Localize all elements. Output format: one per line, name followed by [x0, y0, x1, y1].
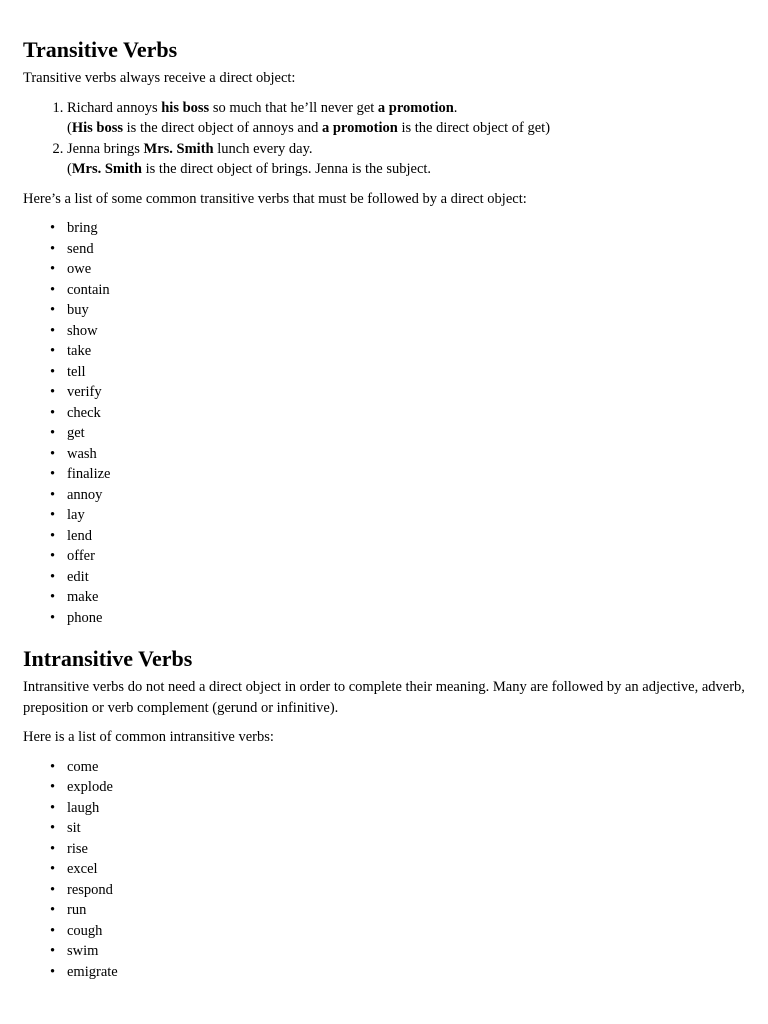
text-segment: (	[67, 161, 72, 177]
bold-object: His boss	[71, 120, 124, 136]
bullet-icon: •	[50, 240, 56, 257]
bullet-icon: •	[50, 861, 56, 877]
bullet-icon: •	[50, 425, 56, 441]
bullet-icon: •	[50, 486, 56, 503]
example-explanation	[67, 120, 550, 136]
text-segment: lunch every day.	[213, 140, 313, 157]
verb-label: lay	[67, 507, 85, 523]
verb-label: respond	[67, 881, 113, 898]
bold-object: Mrs. Smith	[71, 161, 142, 177]
verb-label: show	[67, 322, 98, 339]
list-item	[50, 962, 745, 983]
bullet-icon: •	[50, 445, 56, 462]
list-item	[50, 587, 745, 608]
list-item	[50, 567, 745, 588]
verb-label: lend	[67, 527, 92, 544]
text-segment: is the direct object of brings. Jenna is the subject.	[141, 161, 432, 177]
list-item	[50, 526, 745, 547]
list-item	[50, 485, 745, 506]
list-item	[50, 259, 745, 280]
bullet-icon: •	[50, 220, 56, 236]
verb-label: check	[67, 404, 101, 421]
list-item	[50, 921, 745, 942]
list-item	[50, 941, 745, 962]
bullet-icon: •	[50, 758, 56, 775]
bullet-icon: •	[50, 840, 56, 857]
verb-label: owe	[67, 261, 92, 277]
bullet-icon: •	[50, 568, 56, 585]
bullet-icon: •	[50, 281, 56, 298]
bold-object: Mrs. Smith	[143, 140, 214, 157]
bullet-icon: •	[50, 466, 56, 482]
list-item	[50, 218, 745, 239]
list-item	[50, 900, 745, 921]
text-segment: Richard annoys	[67, 99, 162, 116]
verb-label: finalize	[67, 466, 111, 482]
list-item	[50, 880, 745, 901]
example-explanation	[67, 161, 431, 177]
verb-label: tell	[67, 363, 86, 380]
list-item	[50, 859, 745, 880]
example-item-2	[67, 139, 745, 180]
bullet-icon: •	[50, 902, 56, 918]
example-item-1	[67, 98, 745, 139]
list-item	[50, 341, 745, 362]
verb-label: wash	[67, 445, 97, 462]
bullet-icon: •	[50, 943, 56, 959]
verb-label: edit	[67, 568, 89, 585]
list-item	[50, 818, 745, 839]
list-item	[50, 321, 745, 342]
list-item	[50, 362, 745, 383]
text-segment: .	[453, 99, 458, 116]
list-item	[50, 444, 745, 465]
list-item	[50, 546, 745, 567]
verb-label: sit	[67, 820, 81, 836]
list-item	[50, 280, 745, 301]
bold-object: a promotion	[321, 120, 398, 136]
bullet-icon: •	[50, 820, 56, 836]
verb-label: phone	[67, 609, 103, 626]
bullet-icon: •	[50, 302, 56, 318]
verb-label: run	[67, 902, 87, 918]
text-segment: is the direct object of get)	[397, 120, 551, 136]
bullet-icon: •	[50, 261, 56, 277]
bullet-icon: •	[50, 589, 56, 605]
verb-label: offer	[67, 548, 95, 564]
list-item	[50, 423, 745, 444]
bullet-icon: •	[50, 507, 56, 523]
bullet-icon: •	[50, 363, 56, 380]
list-item	[50, 382, 745, 403]
verb-label: come	[67, 758, 99, 775]
bullet-icon: •	[50, 527, 56, 544]
verb-label: laugh	[67, 799, 100, 816]
verb-label: explode	[67, 779, 113, 795]
transitive-list-lead: Here’s a list of some common transitive verbs that must be followed by a direct object:	[23, 190, 527, 207]
intransitive-verb-list	[23, 757, 745, 983]
verb-label: buy	[67, 302, 89, 318]
bullet-icon: •	[50, 609, 56, 626]
list-item	[50, 239, 745, 260]
bullet-icon: •	[50, 384, 56, 400]
section-title-intransitive: Intransitive Verbs	[23, 646, 193, 671]
verb-label: contain	[67, 281, 110, 298]
example-sentence	[67, 100, 457, 116]
verb-label: cough	[67, 922, 103, 939]
bold-object: his boss	[161, 99, 210, 116]
verb-label: get	[67, 425, 85, 441]
verb-label: annoy	[67, 486, 103, 503]
list-item	[50, 505, 745, 526]
section-title-transitive: Transitive Verbs	[23, 37, 178, 62]
verb-label: rise	[67, 840, 88, 857]
list-item	[50, 757, 745, 778]
verb-label: verify	[67, 384, 102, 400]
bullet-icon: •	[50, 404, 56, 421]
bullet-icon: •	[50, 963, 56, 980]
bullet-icon: •	[50, 322, 56, 339]
text-segment: so much that he’ll never get	[209, 99, 378, 116]
verb-label: take	[67, 343, 92, 359]
intransitive-intro: Intransitive verbs do not need a direct object in order to complete their meaning. Many are followed by an adjective, adverb, preposition or verb complement (gerund or infinitive).	[23, 679, 745, 716]
transitive-examples-list	[23, 98, 745, 180]
text-segment: is the direct object of annoys and	[123, 120, 322, 136]
bullet-icon: •	[50, 922, 56, 939]
verb-label: excel	[67, 861, 98, 877]
bullet-icon: •	[50, 548, 56, 564]
text-segment: Jenna brings	[67, 140, 144, 157]
verb-label: emigrate	[67, 963, 118, 980]
list-item	[50, 464, 745, 485]
verb-label: swim	[67, 943, 99, 959]
list-item	[50, 777, 745, 798]
list-item	[50, 300, 745, 321]
transitive-verb-list	[23, 218, 745, 628]
verb-label: send	[67, 240, 94, 257]
bullet-icon: •	[50, 799, 56, 816]
list-item	[50, 839, 745, 860]
example-sentence	[67, 141, 313, 157]
bullet-icon: •	[50, 881, 56, 898]
list-item	[50, 798, 745, 819]
list-item	[50, 403, 745, 424]
text-segment: (	[67, 120, 72, 136]
intransitive-list-lead: Here is a list of common intransitive verbs:	[23, 729, 274, 745]
bullet-icon: •	[50, 779, 56, 795]
bold-object: a promotion	[377, 99, 454, 116]
verb-label: bring	[67, 220, 98, 236]
bullet-icon: •	[50, 343, 56, 359]
verb-label: make	[67, 589, 99, 605]
transitive-intro: Transitive verbs always receive a direct object:	[23, 70, 296, 86]
list-item	[50, 608, 745, 629]
